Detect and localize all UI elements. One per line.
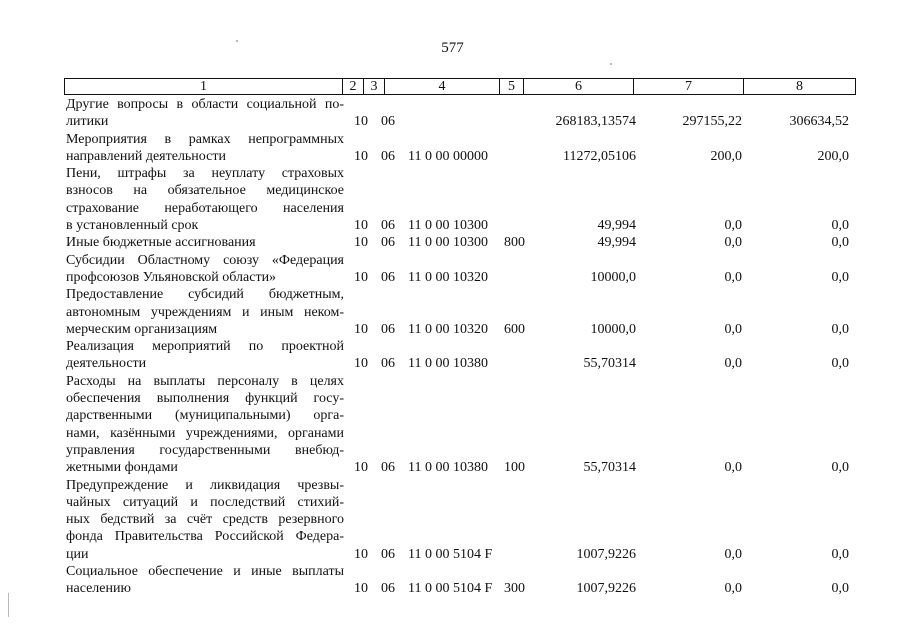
table-header xyxy=(64,78,856,95)
row-amount-col7: 0,0 xyxy=(724,460,742,476)
row-amount-col7: 0,0 xyxy=(724,218,742,234)
description-line: Другие вопросы в области социальной по- xyxy=(66,97,344,112)
row-target-article: 11 0 00 5104 F xyxy=(408,581,493,597)
row-amount-col7: 0,0 xyxy=(724,321,742,337)
table-row xyxy=(0,165,905,234)
row-amount-col7: 0,0 xyxy=(724,546,742,562)
row-amount-col7: 200,0 xyxy=(710,148,742,164)
row-description xyxy=(66,563,344,598)
header-col-5: 5 xyxy=(500,79,524,94)
row-subsection: 06 xyxy=(381,321,395,337)
description-line: ции xyxy=(66,546,89,562)
row-description xyxy=(66,96,344,131)
header-col-6: 6 xyxy=(524,79,634,94)
description-line: ных бедствий за счёт средств резервного xyxy=(66,512,344,528)
row-amount-col6: 11272,05106 xyxy=(563,148,636,164)
row-target-article: 11 0 00 10320 xyxy=(408,321,488,337)
description-line: дарственными (муниципальными) орга- xyxy=(66,408,344,424)
header-col-2: 2 xyxy=(343,79,364,94)
row-amount-col6: 10000,0 xyxy=(590,321,636,337)
description-line: страхование неработающего населения xyxy=(66,200,344,216)
description-line: Социальное обеспечение и иные выплаты xyxy=(66,564,344,580)
table-row xyxy=(0,338,905,373)
row-amount-col8: 0,0 xyxy=(831,460,849,476)
row-section: 10 xyxy=(354,356,368,372)
row-description xyxy=(66,286,344,338)
row-section: 10 xyxy=(354,148,368,164)
row-subsection: 06 xyxy=(381,269,395,285)
row-amount-col7: 0,0 xyxy=(724,269,742,285)
header-col-7: 7 xyxy=(634,79,744,94)
description-line: Иные бюджетные ассигнования xyxy=(66,235,256,251)
description-line: нами, казёнными учреждениями, органами xyxy=(66,425,344,441)
row-description xyxy=(66,477,344,563)
table-row xyxy=(0,563,905,598)
row-section: 10 xyxy=(354,546,368,562)
row-target-article: 11 0 00 10380 xyxy=(408,460,488,476)
row-amount-col8: 0,0 xyxy=(831,218,849,234)
row-amount-col6: 268183,13574 xyxy=(555,114,636,130)
row-target-article: 11 0 00 10320 xyxy=(408,269,488,285)
page-number: 577 xyxy=(441,40,464,56)
description-line: населению xyxy=(66,581,131,597)
row-amount-col6: 10000,0 xyxy=(590,269,636,285)
row-description xyxy=(66,165,344,234)
row-amount-col6: 49,994 xyxy=(597,235,636,251)
table-row xyxy=(0,234,905,251)
description-line: Мероприятия в рамках непрограммных xyxy=(66,131,344,147)
description-line: Предупреждение и ликвидация чрезвы- xyxy=(66,477,344,493)
description-line: фонда Правительства Российской Федера- xyxy=(66,529,344,545)
description-line: Предоставление субсидий бюджетным, xyxy=(66,287,344,303)
row-subsection: 06 xyxy=(381,546,395,562)
row-target-article: 11 0 00 5104 F xyxy=(408,546,493,562)
header-col-8: 8 xyxy=(796,79,803,94)
row-target-article: 11 0 00 10300 xyxy=(408,235,488,251)
row-amount-col6: 55,70314 xyxy=(583,460,636,476)
row-section: 10 xyxy=(354,581,368,597)
description-line: направлений деятельности xyxy=(66,148,226,164)
row-amount-col8: 0,0 xyxy=(831,356,849,372)
row-target-article: 11 0 00 10380 xyxy=(408,356,488,372)
row-description xyxy=(66,373,344,477)
row-amount-col8: 0,0 xyxy=(831,546,849,562)
description-line: в установленный срок xyxy=(66,218,199,234)
table-row xyxy=(0,131,905,166)
row-subsection: 06 xyxy=(381,114,395,130)
header-col-1: 1 xyxy=(65,79,343,94)
description-line: жетными фондами xyxy=(66,460,178,476)
row-subsection: 06 xyxy=(381,218,395,234)
description-line: автономным учреждениям и иным неком- xyxy=(66,304,344,320)
row-subsection: 06 xyxy=(381,148,395,164)
row-section: 10 xyxy=(354,269,368,285)
row-subsection: 06 xyxy=(381,460,395,476)
row-description xyxy=(66,338,344,373)
row-section: 10 xyxy=(354,235,368,251)
table-row xyxy=(0,373,905,477)
row-subsection: 06 xyxy=(381,581,395,597)
header-col-4: 4 xyxy=(385,79,500,94)
description-line: чайных ситуаций и последствий стихий- xyxy=(66,494,344,510)
row-subsection: 06 xyxy=(381,235,395,251)
row-amount-col6: 49,994 xyxy=(597,218,636,234)
row-amount-col7: 0,0 xyxy=(724,235,742,251)
row-amount-col8: 306634,52 xyxy=(789,114,849,130)
description-line: Расходы на выплаты персоналу в целях xyxy=(66,373,344,389)
description-line: обеспечения выполнения функций госу- xyxy=(66,391,344,407)
row-amount-col6: 55,70314 xyxy=(583,356,636,372)
table-row xyxy=(0,96,905,131)
row-amount-col8: 0,0 xyxy=(831,581,849,597)
row-section: 10 xyxy=(354,114,368,130)
row-amount-col7: 0,0 xyxy=(724,356,742,372)
description-line: Субсидии Областному союзу «Федерация xyxy=(66,252,344,268)
description-line: взносов на обязательное медицинское xyxy=(66,183,344,199)
row-description xyxy=(66,234,344,251)
row-amount-col6: 1007,9226 xyxy=(576,546,636,562)
description-line: литики xyxy=(66,114,109,130)
row-section: 10 xyxy=(354,321,368,337)
row-amount-col6: 1007,9226 xyxy=(576,581,636,597)
row-description xyxy=(66,252,344,287)
description-line: управления государственными внебюд- xyxy=(66,442,344,458)
row-expense-type: 600 xyxy=(504,321,525,337)
row-amount-col7: 0,0 xyxy=(724,581,742,597)
table-row xyxy=(0,252,905,287)
row-expense-type: 100 xyxy=(504,460,525,476)
description-line: деятельности xyxy=(66,356,147,372)
table-row xyxy=(0,286,905,338)
row-target-article: 11 0 00 10300 xyxy=(408,218,488,234)
row-expense-type: 800 xyxy=(504,235,525,251)
description-line: Реализация мероприятий по проектной xyxy=(66,339,344,355)
row-section: 10 xyxy=(354,460,368,476)
row-expense-type: 300 xyxy=(504,581,525,597)
description-line: мерческим организациям xyxy=(66,321,218,337)
row-description xyxy=(66,131,344,166)
row-amount-col7: 297155,22 xyxy=(682,114,742,130)
description-line: профсоюзов Ульяновской области» xyxy=(66,269,277,285)
row-amount-col8: 200,0 xyxy=(817,148,849,164)
row-target-article: 11 0 00 00000 xyxy=(408,148,488,164)
row-amount-col8: 0,0 xyxy=(831,321,849,337)
row-amount-col8: 0,0 xyxy=(831,235,849,251)
row-amount-col8: 0,0 xyxy=(831,269,849,285)
description-line: Пени, штрафы за неуплату страховых xyxy=(66,166,344,182)
row-subsection: 06 xyxy=(381,356,395,372)
header-col-3: 3 xyxy=(364,79,385,94)
table-row xyxy=(0,477,905,564)
row-section: 10 xyxy=(354,218,368,234)
